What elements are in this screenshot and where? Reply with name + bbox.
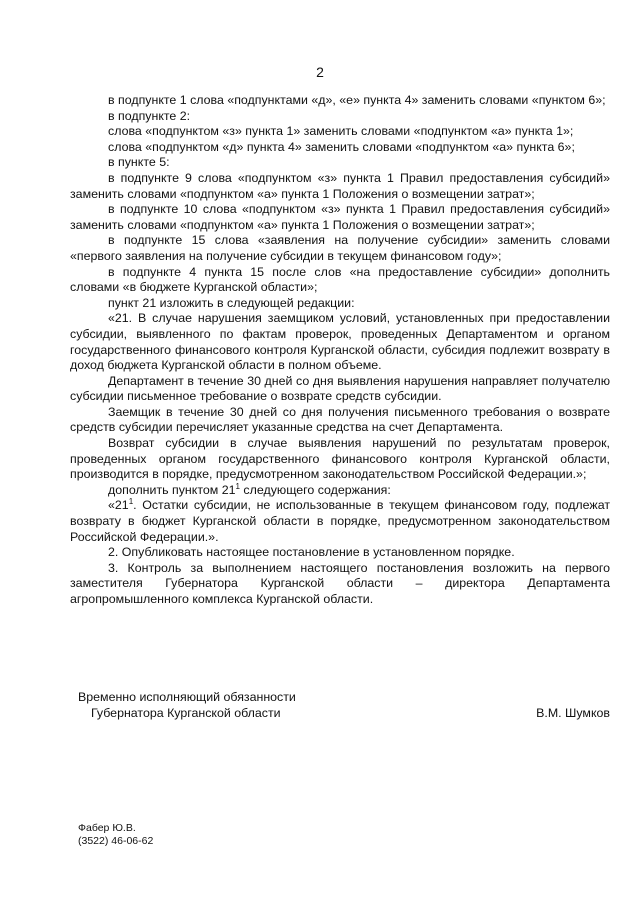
amendment-paragraph: «21. В случае нарушения заемщиком условий, установленных при предоставлении субсидии, выявленного по фактам проверок, проведенных Департаментом и органом государственного финансового контроля Курганской области, субсидия подлежит возврату в доход бюджета Курганской области в полном объеме. [70,311,610,373]
amendment-paragraph: Департамент в течение 30 дней со дня выявления нарушения направляет получателю субсидии письменное требование о возврате средств субсидии. [70,373,610,404]
closing-paragraph: 3. Контроль за выполнением настоящего постановления возложить на первого заместителя Губернатора Курганской области – директора Департамента агропромышленного комплекса Курганской области. [70,560,610,606]
signatory-name: В.М. Шумков [536,706,610,720]
amendment-paragraph-21-1-text [70,498,610,545]
amendment-paragraph: в подпункте 2: [108,108,191,123]
text-fragment: . Остатки субсидии, не использованные в текущем финансовом году, подлежат возврату в бюджет Курганской области в порядке, предусмотренном законодательством Российской Федерации.». [70,498,610,544]
amendment-paragraph: слова «подпунктом «з» пункта 1» заменить словами «подпунктом «а» пункта 1»; [108,124,574,139]
amendment-paragraph-21-1-intro [70,483,610,499]
amendment-paragraph: слова «подпунктом «д» пункта 4» заменить словами «подпунктом «а» пункта 6»; [108,139,575,154]
page-number: 2 [316,64,324,80]
signatory-title-line-2: Губернатора Курганской области [91,706,281,720]
amendment-paragraph: пункт 21 изложить в следующей редакции: [108,295,355,310]
footer-phone: (3522) 46-06-62 [78,835,154,847]
superscript: 1 [235,481,240,491]
signatory-title-line-1: Временно исполняющий обязанности [78,690,296,704]
text-fragment: следующего содержания: [239,482,391,497]
footer-author: Фабер Ю.В. [78,822,136,834]
amendment-paragraph: Заемщик в течение 30 дней со дня получения письменного требования о возврате средств субсидии перечисляет указанные средства на счет Департамента. [70,404,610,435]
amendment-paragraph: в пункте 5: [108,155,170,170]
amendment-paragraph: в подпункте 4 пункта 15 после слов «на предоставление субсидии» дополнить словами «в бюджете Курганской области»; [70,264,610,295]
closing-paragraph: 2. Опубликовать настоящее постановление в установленном порядке. [108,545,515,560]
text-fragment: «21 [108,498,129,513]
text-fragment: дополнить пунктом 21 [108,482,236,497]
amendment-paragraph: в подпункте 1 слова «подпунктами «д», «е» пункта 4» заменить словами «пунктом 6»; [108,93,606,107]
document-body [70,93,610,608]
amendment-paragraph: Возврат субсидии в случае выявления нарушений по результатам проверок, проведенных органом государственного финансового контроля Курганской области, производится в порядке, предусмотренном законодательством Российской Федерации.»; [70,436,610,482]
amendment-paragraph: в подпункте 15 слова «заявления на получение субсидии» заменить словами «первого заявления на получение субсидии в текущем финансовом году»; [70,233,610,263]
amendment-paragraph: в подпункте 10 слова «подпунктом «з» пункта 1 Правил предоставления субсидий» заменить словами «подпунктом «а» пункта 1 Положения о возмещении затрат»; [70,202,610,232]
amendment-paragraph: в подпункте 9 слова «подпунктом «з» пункта 1 Правил предоставления субсидий» заменить словами «подпунктом «а» пункта 1 Положения о возмещении затрат»; [70,170,610,201]
superscript: 1 [128,497,134,507]
